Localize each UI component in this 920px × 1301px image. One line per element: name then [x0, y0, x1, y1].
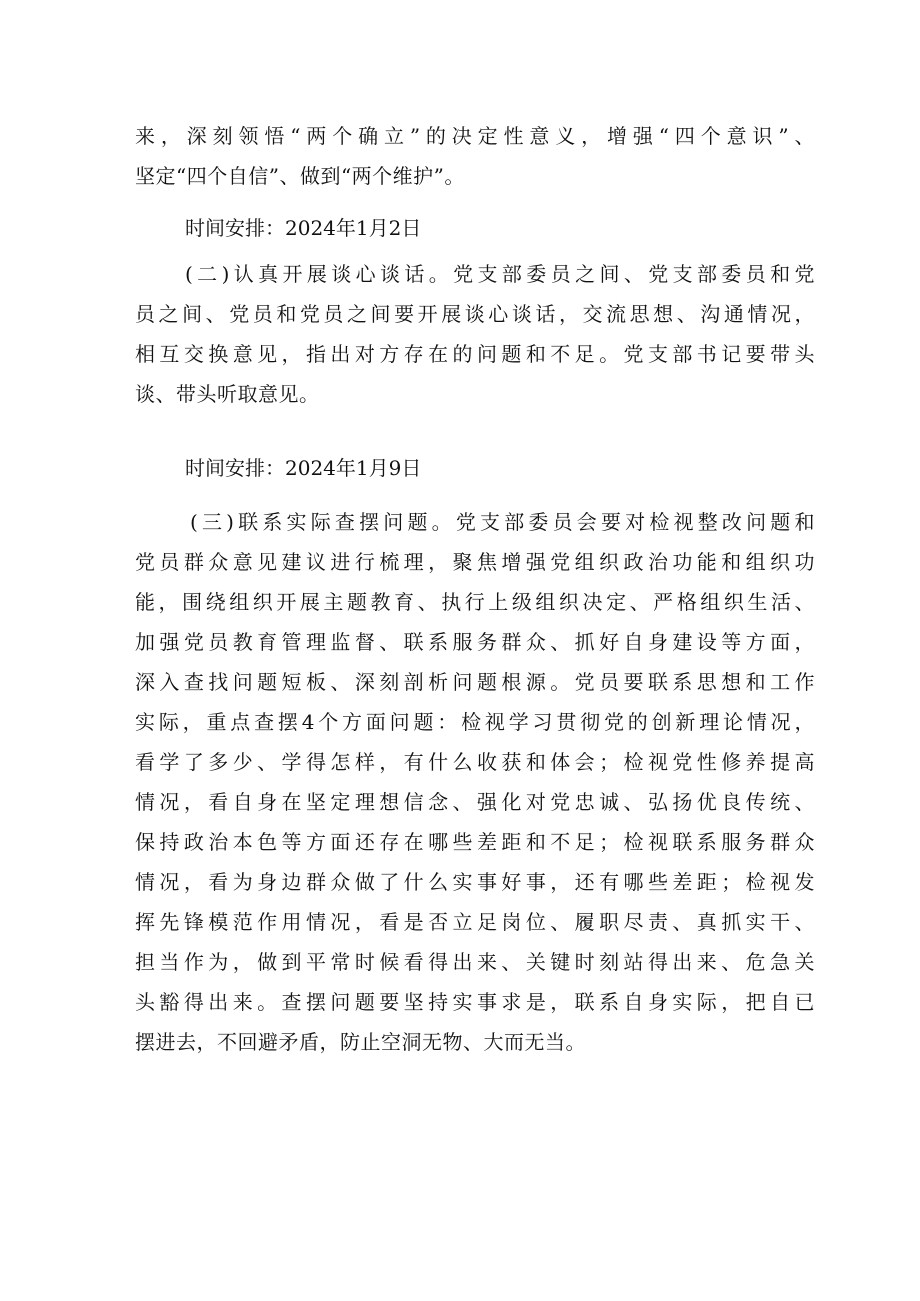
- paragraph-line: 来，深刻领悟“两个确立”的决定性意义，增强“四个意识”、: [135, 124, 815, 148]
- paragraph-line: 加强党员教育管理监督、联系服务群众、抓好自身建设等方面，: [135, 630, 815, 654]
- paragraph-line: 党员群众意见建议进行梳理，聚焦增强党组织政治功能和组织功: [135, 550, 815, 574]
- paragraph-line: 能，围绕组织开展主题教育、执行上级组织决定、严格组织生活、: [135, 590, 815, 614]
- paragraph-line: 看学了多少、学得怎样，有什么收获和体会；检视党性修养提高: [135, 750, 815, 774]
- paragraph-line: 担当作为，做到平常时候看得出来、关键时刻站得出来、危急关: [135, 950, 815, 974]
- paragraph-talk: [135, 254, 815, 414]
- schedule-time-2: 时间安排：2024年1月9日: [185, 456, 422, 480]
- paragraph-line: 情况，看自身在坚定理想信念、强化对党忠诚、弘扬优良传统、: [135, 790, 815, 814]
- paragraph-line: 员之间、党员和党员之间要开展谈心谈话，交流思想、沟通情况，: [135, 302, 815, 326]
- paragraph-line: (二)认真开展谈心谈话。党支部委员之间、党支部委员和党: [185, 262, 815, 286]
- paragraph-line: (三)联系实际查摆问题。党支部委员会要对检视整改问题和: [190, 510, 815, 534]
- paragraph-line: 保持政治本色等方面还存在哪些差距和不足；检视联系服务群众: [135, 830, 815, 854]
- paragraph-line: 挥先锋模范作用情况，看是否立足岗位、履职尽责、真抓实干、: [135, 910, 815, 934]
- paragraph-line: 相互交换意见，指出对方存在的问题和不足。党支部书记要带头: [135, 342, 815, 366]
- paragraph-line: 深入查找问题短板、深刻剖析问题根源。党员要联系思想和工作: [135, 670, 815, 694]
- paragraph-line: 头豁得出来。查摆问题要坚持实事求是，联系自身实际，把自已: [135, 990, 815, 1014]
- schedule-time-1: 时间安排：2024年1月2日: [185, 216, 422, 240]
- paragraph-line: 实际，重点查摆4个方面问题：检视学习贯彻党的创新理论情况，: [135, 710, 815, 734]
- paragraph-continuation: [135, 116, 815, 196]
- paragraph-line: 坚定“四个自信”、做到“两个维护”。: [135, 164, 465, 188]
- paragraph-line: 谈、带头听取意见。: [135, 382, 320, 406]
- paragraph-line: 情况，看为身边群众做了什么实事好事，还有哪些差距；检视发: [135, 870, 815, 894]
- paragraph-line: 摆进去，不回避矛盾，防止空洞无物、大而无当。: [135, 1030, 586, 1054]
- paragraph-problems: [135, 502, 815, 1062]
